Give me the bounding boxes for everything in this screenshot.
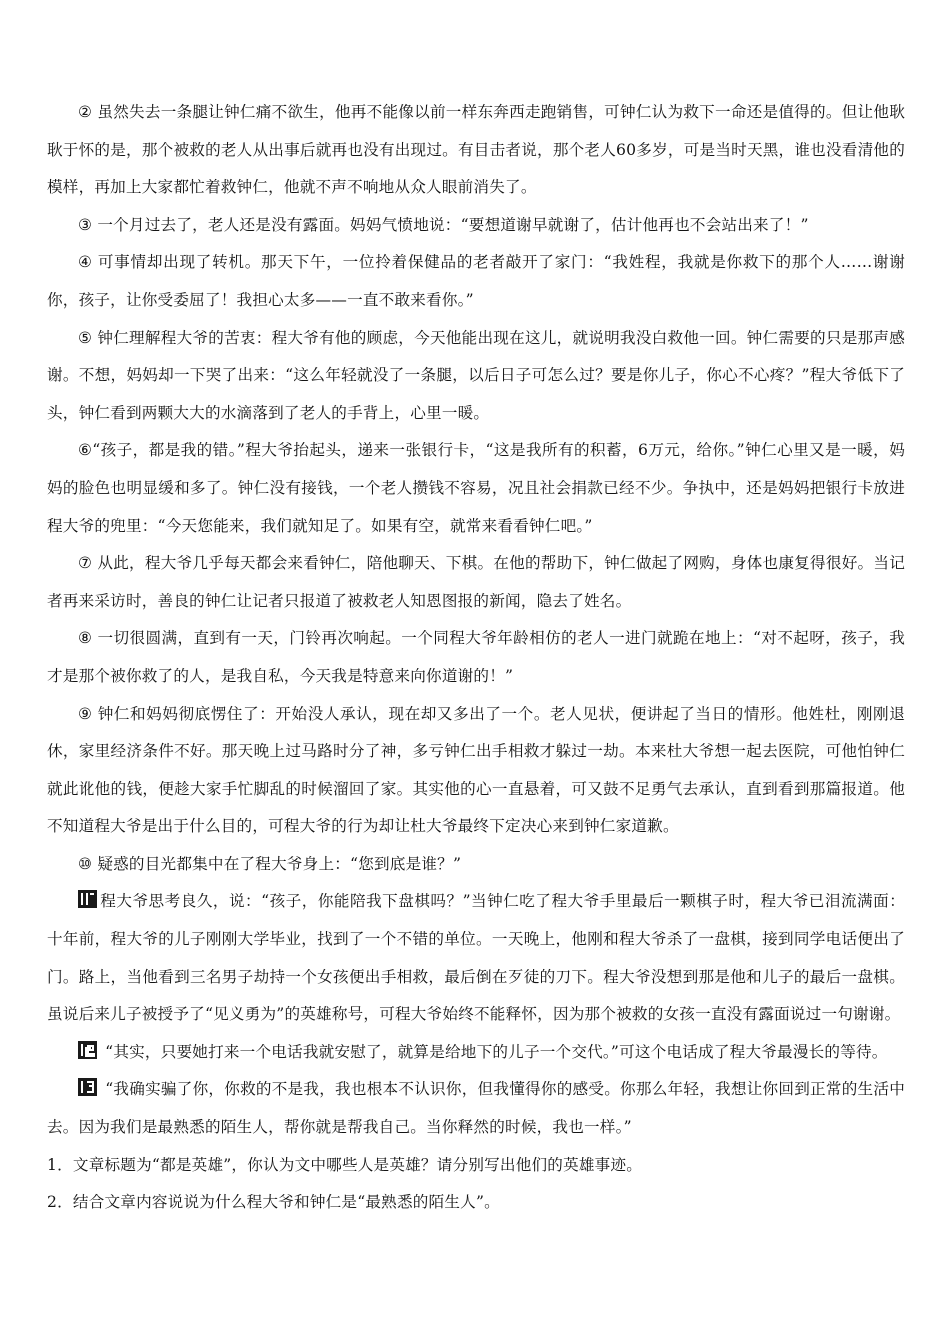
paragraph-13-marker-icon	[78, 1078, 97, 1096]
paragraph-2	[47, 94, 905, 207]
paragraph-number: ⑦	[78, 554, 93, 573]
question-number: 1．	[47, 1155, 73, 1174]
paragraph-8	[47, 620, 905, 695]
question-text: 文章标题为“都是英雄”，你认为文中哪些人是英雄？请分别写出他们的英雄事迹。	[72, 1155, 643, 1174]
paragraph-text: 可事情却出现了转机。那天下午，一位拎着保健品的老者敲开了家门：“我姓程，我就是你救下的那个人……谢谢你，孩子，让你受委屈了！我担心太多——一直不敢来看你。”	[47, 253, 905, 309]
paragraph-text: 疑惑的目光都集中在了程大爷身上：“您到底是谁？”	[92, 854, 462, 873]
paragraph-text: 从此，程大爷几乎每天都会来看钟仁，陪他聊天、下棋。在他的帮助下，钟仁做起了网购，身体也康复得很好。当记者再来采访时，善良的钟仁让记者只报道了被救老人知恩图报的新闻，隐去了姓名。	[47, 554, 905, 610]
paragraph-10	[47, 846, 905, 884]
paragraph-11-marker-icon	[78, 890, 97, 908]
paragraph-number: ⑥	[78, 441, 93, 460]
paragraph-3	[47, 207, 905, 245]
paragraph-number: ④	[78, 253, 93, 272]
paragraph-7	[47, 545, 905, 620]
paragraph-12-marker-icon	[78, 1041, 97, 1059]
paragraph-4	[47, 244, 905, 319]
paragraph-number: ②	[78, 103, 93, 121]
paragraph-9	[47, 696, 905, 846]
paragraph-number: ⑩	[78, 854, 93, 873]
paragraph-text: 虽然失去一条腿让钟仁痛不欲生，他再不能像以前一样东奔西走跑销售，可钟仁认为救下一命还是值得的。但让他耿耿于怀的是，那个被救的老人从出事后就再也没有出现过。有目击者说，那个老人60多岁，可是当时天黑，谁也没看清他的模样，再加上大家都忙着救钟仁，他就不声不响地从众人眼前消失了。	[47, 103, 905, 197]
paragraph-5	[47, 320, 905, 433]
paragraph-text: “其实，只要她打来一个电话我就安慰了，就算是给地下的儿子一个交代。”可这个电话成了程大爷最漫长的等待。	[100, 1042, 888, 1061]
paragraph-number: ⑤	[78, 328, 93, 347]
paragraph-text: 一个月过去了，老人还是没有露面。妈妈气愤地说：“要想道谢早就谢了，估计他再也不会站出来了！”	[92, 215, 809, 234]
question-text: 结合文章内容说说为什么程大爷和钟仁是“最熟悉的陌生人”。	[72, 1193, 500, 1212]
paragraph-number: ⑧	[78, 629, 93, 648]
paragraph-12	[47, 1034, 905, 1072]
paragraph-text: 程大爷思考良久，说：“孩子，你能陪我下盘棋吗？”当钟仁吃了程大爷手里最后一颗棋子时，程大爷已泪流满面：十年前，程大爷的儿子刚刚大学毕业，找到了一个不错的单位。一天晚上，他刚和程大爷杀了一盘棋，接到同学电话便出了门。路上，当他看到三名男子劫持一个女孩便出手相救，最后倒在歹徒的刀下。程大爷没想到那是他和儿子的最后一盘棋。虽说后来儿子被授予了“见义勇为”的英雄称号，可程大爷始终不能释怀，因为那个被救的女孩一直没有露面说过一句谢谢。	[47, 892, 905, 1024]
question-number: 2．	[47, 1193, 73, 1212]
paragraph-6	[47, 432, 905, 545]
paragraph-text: 钟仁和妈妈彻底愣住了：开始没人承认，现在却又多出了一个。老人见状，便讲起了当日的情形。他姓杜，刚刚退休，家里经济条件不好。那天晚上过马路时分了神，多亏钟仁出手相救才躲过一劫。本来杜大爷想一起去医院，可他怕钟仁就此讹他的钱，便趁大家手忙脚乱的时候溜回了家。其实他的心一直悬着，可又鼓不足勇气去承认，直到看到那篇报道。他不知道程大爷是出于什么目的，可程大爷的行为却让杜大爷最终下定决心来到钟仁家道歉。	[47, 704, 905, 836]
paragraph-13	[47, 1071, 905, 1146]
question-1	[47, 1147, 905, 1185]
paragraph-text: 钟仁理解程大爷的苦衷：程大爷有他的顾虑，今天他能出现在这儿，就说明我没白救他一回。钟仁需要的只是那声感谢。不想，妈妈却一下哭了出来：“这么年轻就没了一条腿，以后日子可怎么过？要是你儿子，你心不心疼？”程大爷低下了头，钟仁看到两颗大大的水滴落到了老人的手背上，心里一暖。	[47, 328, 905, 422]
paragraph-text: 一切很圆满，直到有一天，门铃再次响起。一个同程大爷年龄相仿的老人一进门就跪在地上：“对不起呀，孩子，我才是那个被你救了的人，是我自私，今天我是特意来向你道谢的！”	[47, 629, 905, 685]
paragraph-text: “我确实骗了你，你救的不是我，我也根本不认识你，但我懂得你的感受。你那么年轻，我想让你回到正常的生活中去。因为我们是最熟悉的陌生人，帮你就是帮我自己。当你释然的时候，我也一样。”	[47, 1080, 905, 1137]
reading-passage	[47, 93, 905, 1222]
question-2	[47, 1184, 905, 1222]
paragraph-number: ⑨	[78, 704, 93, 723]
paragraph-number: ③	[78, 215, 93, 234]
paragraph-11	[47, 883, 905, 1033]
paragraph-text: “孩子，都是我的错。”程大爷抬起头，递来一张银行卡，“这是我所有的积蓄，6万元，给你。”钟仁心里又是一暖，妈妈的脸色也明显缓和多了。钟仁没有接钱，一个老人攒钱不容易，况且社会捐款已经不少。争执中，还是妈妈把银行卡放进程大爷的兜里：“今天您能来，我们就知足了。如果有空，就常来看看钟仁吧。”	[47, 441, 905, 535]
